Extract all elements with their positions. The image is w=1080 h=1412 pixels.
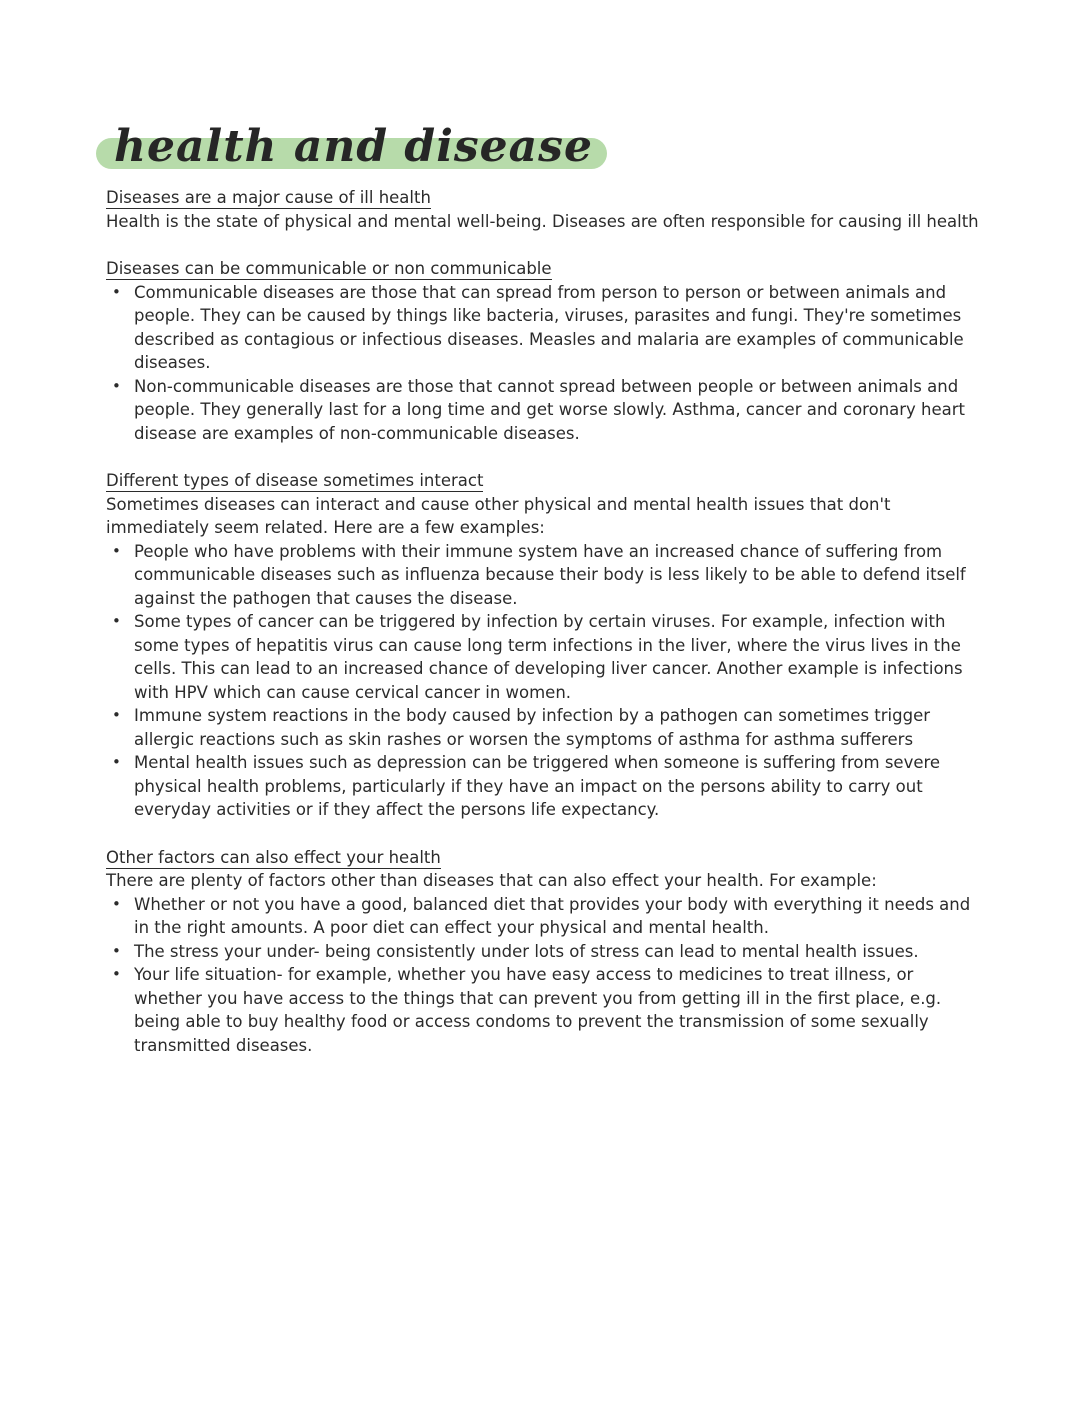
- bullet-text: People who have problems with their immune system have an increased chance of suffering from communicable diseases such as influenza because their body is less likely to be able to defend itself against the pathogen that causes the disease.: [134, 541, 966, 608]
- section-communicable-non-communicable: [106, 257, 980, 445]
- section-heading: [106, 846, 980, 870]
- bullet-text: Whether or not you have a good, balanced diet that provides your body with everything it needs and in the right amounts. A poor diet can effect your physical and mental health.: [134, 894, 971, 937]
- bullet-dot-icon: •: [112, 376, 121, 395]
- bullet-text: Non-communicable diseases are those that cannot spread between people or between animals and people. They generally last for a long time and get worse slowly. Asthma, cancer and coronary heart disease are examples of non-communicable diseases.: [134, 376, 966, 443]
- bullet-dot-icon: •: [112, 706, 121, 724]
- bullet-list: [106, 893, 980, 1058]
- bullet-item: [112, 751, 980, 822]
- section-paragraph: Health is the state of physical and mental well-being. Diseases are often responsible for causing ill health: [106, 211, 979, 231]
- bullet-text: Communicable diseases are those that can spread from person to person or between animals and people. They can be caused by things like bacteria, viruses, parasites and fungi. They're sometimes described as contagious or infectious diseases. Measles and malaria are examples of communicable diseases.: [134, 282, 964, 372]
- section-paragraph: Sometimes diseases can interact and cause other physical and mental health issues that don't immediately seem related. Here are a few examples:: [106, 494, 891, 537]
- bullet-list: [106, 281, 980, 446]
- bullet-item: [112, 940, 980, 964]
- bullet-dot-icon: •: [112, 753, 121, 771]
- bullet-text: Immune system reactions in the body caused by infection by a pathogen can sometimes trigger allergic reactions such as skin rashes or worsen the symptoms of asthma for asthma sufferers: [134, 706, 931, 749]
- section-heading-text: Other factors can also effect your health: [106, 847, 441, 867]
- bullet-item: [112, 281, 980, 375]
- bullet-dot-icon: •: [112, 541, 121, 560]
- section-heading: [106, 257, 980, 281]
- section-heading-text: Different types of disease sometimes interact: [106, 471, 484, 490]
- bullet-text: The stress your under- being consistently under lots of stress can lead to mental health issues.: [134, 941, 919, 961]
- bullet-item: [112, 963, 980, 1057]
- section-other-factors: [106, 846, 980, 1058]
- bullet-dot-icon: •: [112, 282, 121, 301]
- page-title-text: health and disease: [114, 121, 593, 172]
- bullet-dot-icon: •: [112, 894, 121, 913]
- bullet-item: [112, 375, 980, 446]
- title-wrap: [106, 118, 980, 176]
- section-heading-text: Diseases are a major cause of ill health: [106, 188, 431, 207]
- bullet-text: Some types of cancer can be triggered by infection by certain viruses. For example, infection with some types of hepatitis virus can cause long term infections in the liver, where the virus lives in the cells. This can lead to an increased chance of developing liver cancer. Another example is infections with HPV which can cause cervical cancer in women.: [134, 612, 963, 702]
- section-disease-types-interact: [106, 469, 980, 822]
- bullet-text: Mental health issues such as depression can be triggered when someone is suffering from severe physical health problems, particularly if they have an impact on the persons ability to carry out everyday activities or if they affect the persons life expectancy.: [134, 753, 941, 819]
- section-heading: [106, 469, 980, 493]
- section-paragraph: There are plenty of factors other than diseases that can also effect your health. For example:: [106, 871, 877, 890]
- bullet-item: [112, 704, 980, 751]
- bullet-text: Your life situation- for example, whether you have easy access to medicines to treat illness, or whether you have access to the things that can prevent you from getting ill in the first place, e.g. being able to buy healthy food or access condoms to prevent the transmission of some sexually transmitted diseases.: [134, 965, 942, 1055]
- bullet-item: [112, 610, 980, 704]
- bullet-dot-icon: •: [112, 965, 121, 983]
- notes-content: [106, 118, 980, 1057]
- bullet-item: [112, 893, 980, 940]
- section-heading-text: Diseases can be communicable or non communicable: [106, 259, 552, 278]
- bullet-list: [106, 540, 980, 822]
- section-diseases-major-cause: [106, 186, 980, 233]
- page-title: [106, 118, 601, 176]
- section-heading: [106, 186, 980, 210]
- bullet-dot-icon: •: [112, 612, 121, 630]
- bullet-item: [112, 540, 980, 611]
- bullet-dot-icon: •: [112, 941, 121, 960]
